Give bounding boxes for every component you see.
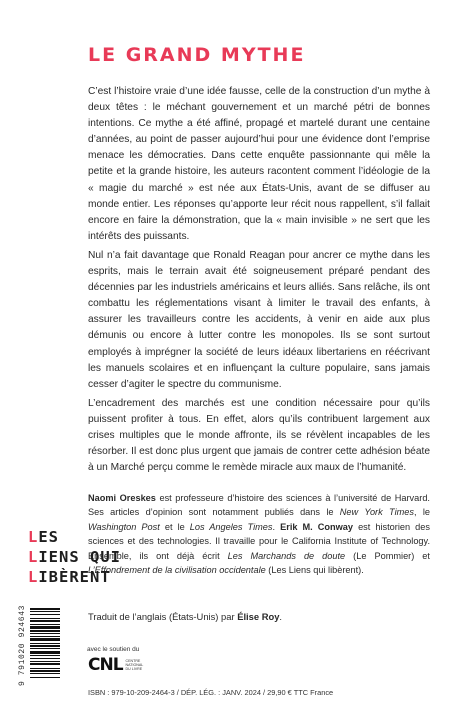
barcode-bar (30, 638, 60, 641)
barcode-bar (30, 645, 60, 647)
barcode-bar (30, 661, 60, 662)
translation-prefix: Traduit de l’anglais (États-Unis) par (88, 611, 238, 622)
bio-text: et le (159, 521, 190, 532)
bio-text: est professeure d’histoire des sciences à l’université de Harvard. Ses articles d’opinion sont notamment publiés dans le (88, 493, 430, 518)
barcode-bar (30, 630, 60, 632)
bio-text: . (272, 521, 281, 532)
barcode-bar (30, 668, 60, 669)
bio-text: est historien des sciences et des technologies. Il travaille pour le California Institute of Technology. Ensemble, ils ont déjà écrit (88, 521, 430, 561)
back-cover-summary (88, 84, 430, 479)
publication-name: Washington Post (88, 521, 160, 532)
cnl-logo (88, 655, 146, 675)
barcode-bar (30, 648, 60, 649)
barcode-bar (30, 614, 60, 615)
barcode-bar (30, 643, 60, 644)
barcode-bar (30, 658, 60, 659)
bio-text: (Les Liens qui libèrent). (265, 565, 364, 576)
summary-paragraph-2: Nul n’a fait davantage que Ronald Reagan pour ancrer ce mythe dans les esprits, mais le terrain avait été soigneusement préparé pendant des décennies par les industriels américains et leurs alliés. Sans relâche, ils ont combattu les réglementations visant à limiter le travail des enfants, à assurer les travailleurs contre les accidents, à venir en aide aux plus démunis ou encore à lutter contre les monopoles. Ils se sont surtout employés à imprégner la société de leurs idéaux libertariens en réécrivant les manuels scolaires et en influençant la culture populaire, sans jamais cesser d’agiter le spectre du communisme. (88, 249, 430, 390)
cnl-letters: CNL (88, 655, 123, 675)
barcode-bar (30, 670, 60, 672)
book-name: L’Effondrement de la civilisation occidentale (88, 565, 266, 576)
summary-paragraph-1: C’est l’histoire vraie d’une idée fausse, celle de la construction d’un mythe à deux têtes : le méchant gouvernement et un marché pétri de bonnes intentions. Ce mythe a été affiné, propagé et martelé durant une centaine d’années, au point de passer aujourd’hui pour une évidence dont l’emprise menace les démocraties. Dans cette enquête passionnante qui mêle la petite et la grande histoire, les auteurs racontent comment l’idéologie de la « magie du marché » est née aux États-Unis, avant de se diffuser au monde entier. Les réponses qu’apporte leur récit nous rappellent, s’il fallait encore en faire la démonstration, que la « main invisible » ne sert que les intérêts des puissants. (88, 86, 430, 242)
barcode-bar (30, 608, 60, 610)
cnl-subtitle: CENTRE NATIONAL DU LIVRE (125, 658, 144, 672)
author-name-conway: Erik M. Conway (280, 521, 354, 532)
barcode-bar (30, 633, 60, 634)
publication-name: New York Times (339, 507, 414, 518)
barcode-bar (30, 673, 60, 674)
barcode-bar (30, 626, 60, 629)
barcode-bar (30, 611, 60, 612)
publisher-line-1: LES (28, 528, 60, 546)
summary-paragraph-3: L’encadrement des marchés est une condition nécessaire pour qu’ils puissent profiter à tous. En effet, alors qu’ils contribuent largement aux crises multiples que le monde affronte, ils se révèlent incapables de les résorber. Il est donc plus urgent que jamais de contrer cette adhésion béate à un Marché perçu comme le remède miracle aux maux de l’humanité. (88, 397, 430, 474)
author-name-oreskes: Naomi Oreskes (88, 493, 156, 503)
translator-name: Élise Roy (237, 611, 280, 622)
isbn-line: ISBN : 979-10-209-2464-3 / DÉP. LÉG. : JANV. 2024 / 29,90 € TTC France (88, 688, 334, 697)
publisher-line-2: LIENS QUI (28, 548, 121, 566)
book-title: LE GRAND MYTHE (88, 44, 306, 66)
barcode-bar (30, 677, 60, 678)
barcode-bar (30, 620, 60, 622)
barcode-bar (30, 624, 60, 625)
publication-name: Los Angeles Times (189, 521, 273, 532)
publisher-line-3: LIBÈRENT (28, 568, 111, 586)
barcode-digits: 9 791020 924643 (18, 605, 27, 687)
cnl-support-note: avec le soutien du (87, 646, 140, 653)
author-bio (88, 491, 430, 577)
translation-suffix: . (279, 611, 283, 622)
barcode-bar (30, 663, 60, 665)
bio-text: (Le Pommier) et (345, 550, 430, 561)
translation-credit (88, 610, 282, 623)
barcode-bar (30, 636, 60, 637)
barcode-bar (30, 651, 60, 654)
barcode-bar (30, 655, 60, 656)
book-name: Les Marchands de doute (227, 550, 346, 561)
publisher-logo (28, 527, 121, 587)
barcode (30, 608, 60, 704)
barcode-bar (30, 618, 60, 619)
bio-text: , le (413, 507, 430, 518)
